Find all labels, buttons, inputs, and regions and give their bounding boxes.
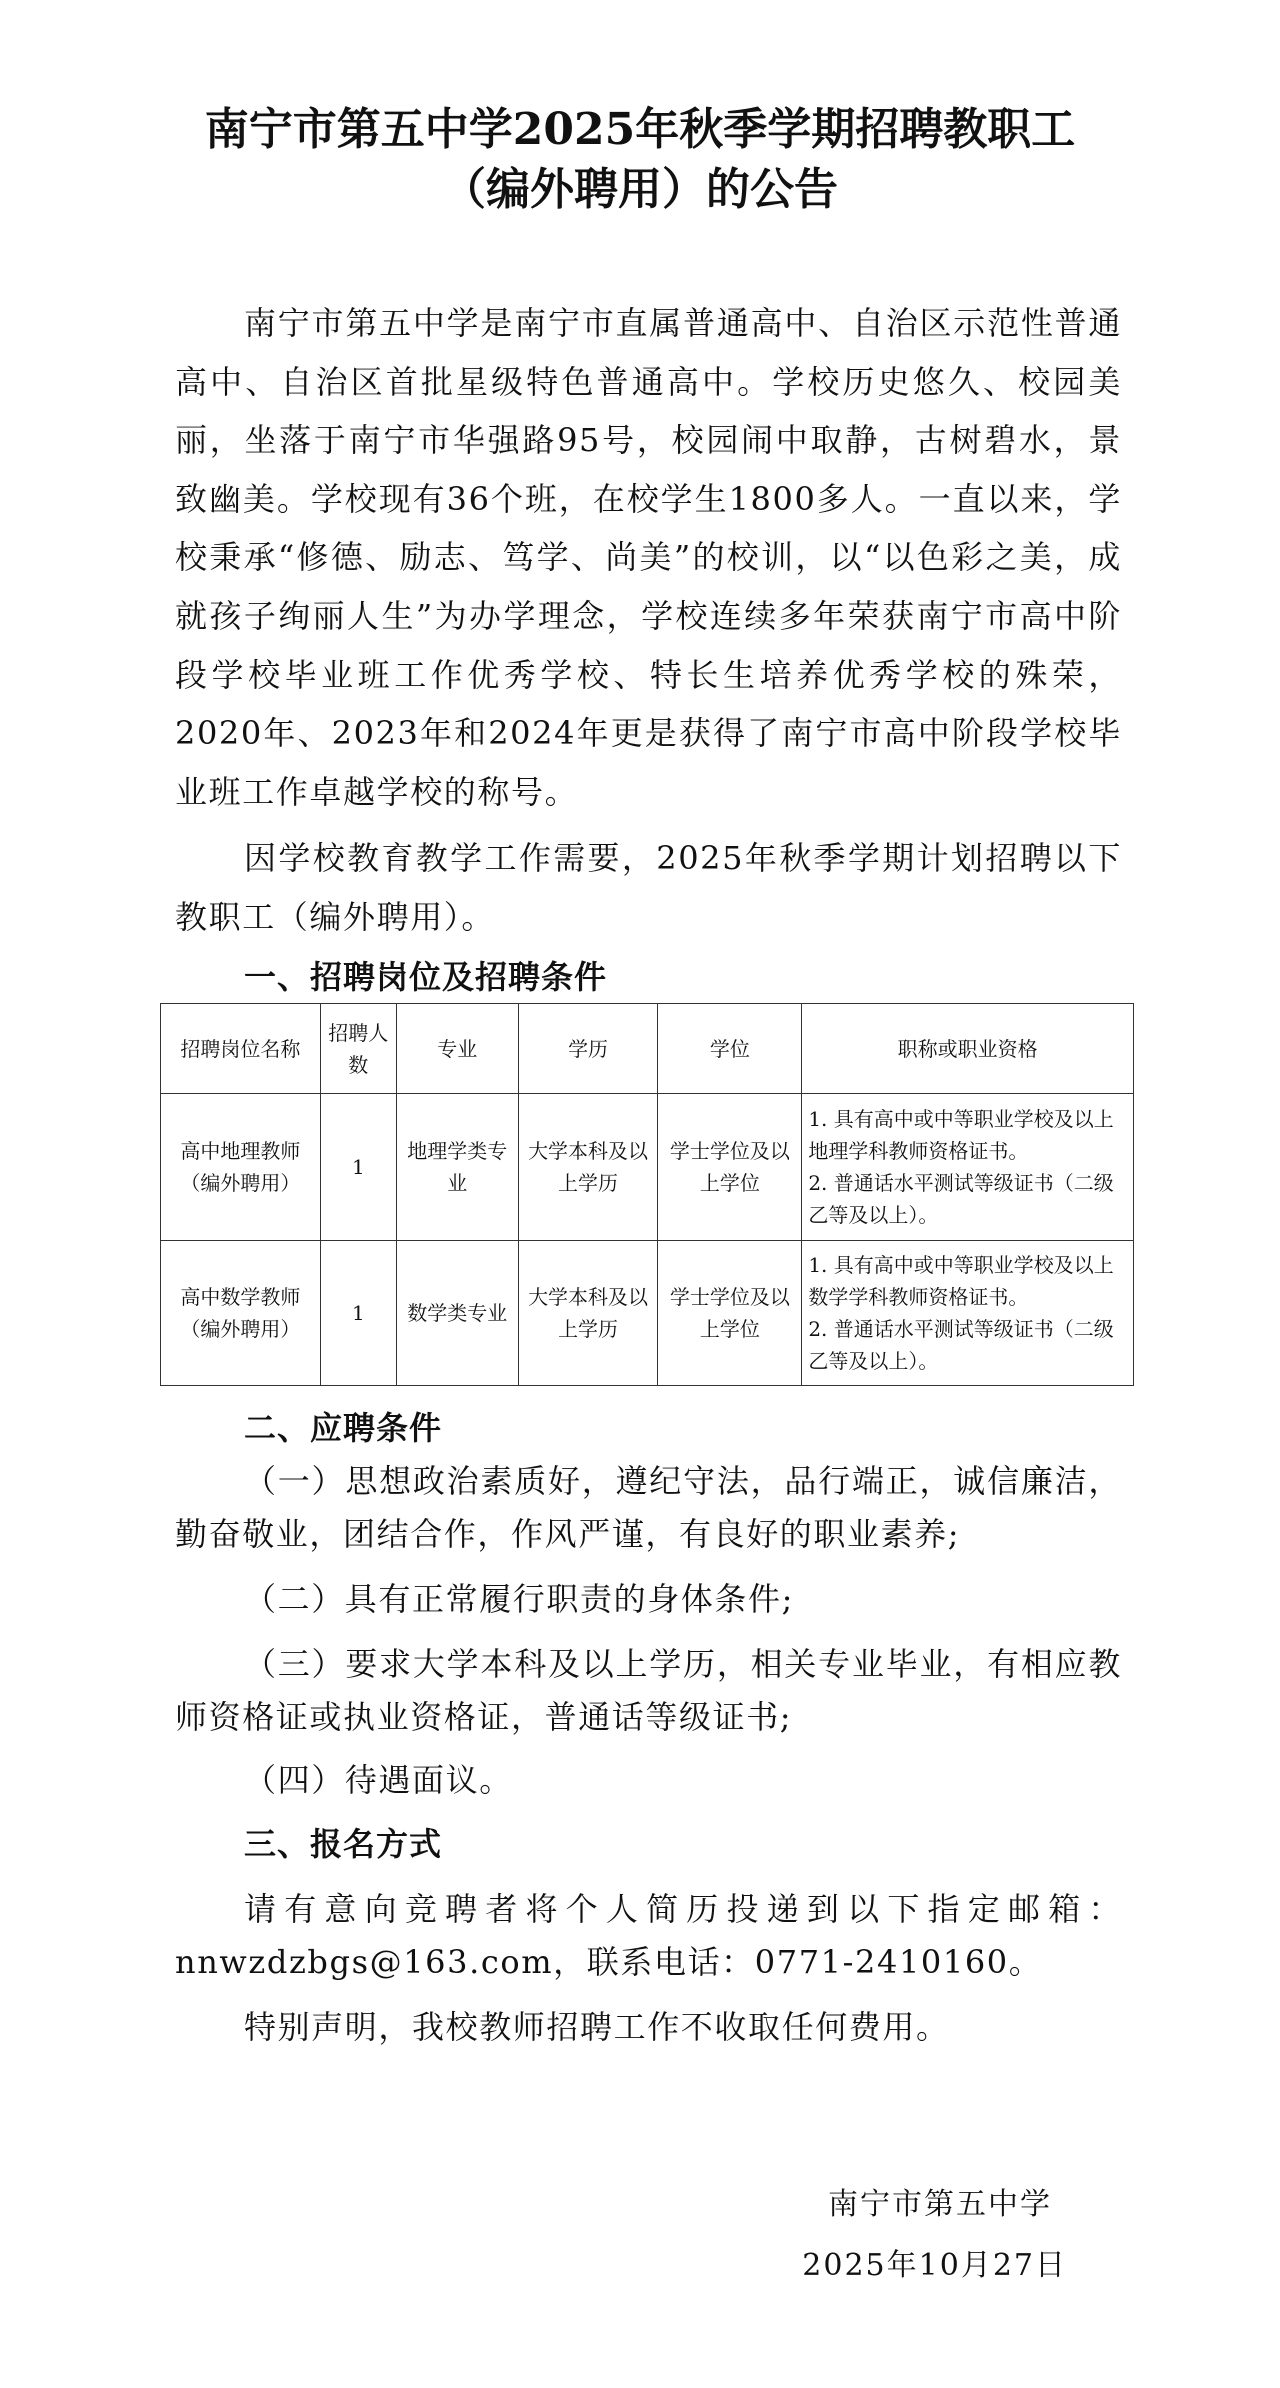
page-title-line2: （编外聘用）的公告	[442, 164, 838, 215]
qualification-item: 1. 具有高中或中等职业学校及以上地理学科教师资格证书。	[808, 1107, 1114, 1163]
cell-qualification	[802, 1094, 1134, 1241]
table-row	[161, 1241, 1134, 1386]
cell-degree: 学士学位及以上学位	[658, 1241, 802, 1386]
condition-item: （一）思想政治素质好，遵纪守法，品行端正，诚信廉洁，勤奋敬业，团结合作，作风严谨，有良好的职业素养;	[175, 1462, 1122, 1553]
signature-org: 南宁市第五中学	[828, 2187, 1052, 2222]
qualification-item: 2. 普通话水平测试等级证书（二级乙等及以上）。	[808, 1317, 1114, 1373]
cell-count: 1	[320, 1094, 396, 1241]
fee-notice: 特别声明，我校教师招聘工作不收取任何费用。	[244, 2008, 950, 2046]
plan-paragraph: 因学校教育教学工作需要，2025年秋季学期计划招聘以下教职工（编外聘用）。	[175, 839, 1122, 936]
section3-heading: 三、报名方式	[244, 1825, 443, 1863]
condition-item: （四）待遇面议。	[244, 1761, 513, 1799]
cell-position: 高中地理教师（编外聘用）	[161, 1094, 321, 1241]
cell-qualification	[802, 1241, 1134, 1386]
header-major: 专业	[396, 1004, 518, 1094]
table-row	[161, 1094, 1134, 1241]
header-education: 学历	[518, 1004, 658, 1094]
condition-item: （三）要求大学本科及以上学历，相关专业毕业，有相应教师资格证或执业资格证，普通话等级证书;	[175, 1645, 1122, 1736]
intro-paragraph: 南宁市第五中学是南宁市直属普通高中、自治区示范性普通高中、自治区首批星级特色普通高中。学校历史悠久、校园美丽，坐落于南宁市华强路95号，校园闹中取静，古树碧水，景致幽美。学校现有36个班，在校学生1800多人。一直以来，学校秉承“修德、励志、笃学、尚美”的校训，以“以色彩之美，成就孩子绚丽人生”为办学理念，学校连续多年荣获南宁市高中阶段学校毕业班工作优秀学校、特长生培养优秀学校的殊荣，2020年、2023年和2024年更是获得了南宁市高中阶段学校毕业班工作卓越学校的称号。	[175, 304, 1122, 811]
signature-date: 2025年10月27日	[802, 2248, 1067, 2283]
qualification-item: 1. 具有高中或中等职业学校及以上数学学科教师资格证书。	[808, 1253, 1114, 1309]
page-title-line1: 南宁市第五中学2025年秋季学期招聘教职工	[204, 104, 1076, 155]
cell-education: 大学本科及以上学历	[518, 1094, 658, 1241]
cell-education: 大学本科及以上学历	[518, 1241, 658, 1386]
qualification-item: 2. 普通话水平测试等级证书（二级乙等及以上）。	[808, 1171, 1114, 1227]
section2-heading: 二、应聘条件	[244, 1409, 443, 1447]
positions-table	[160, 1003, 1134, 1386]
condition-item: （二）具有正常履行职责的身体条件;	[244, 1580, 794, 1618]
header-position: 招聘岗位名称	[161, 1004, 321, 1094]
cell-major: 地理学类专业	[396, 1094, 518, 1241]
cell-major: 数学类专业	[396, 1241, 518, 1386]
cell-count: 1	[320, 1241, 396, 1386]
table-header-row	[161, 1004, 1134, 1094]
section1-heading: 一、招聘岗位及招聘条件	[244, 958, 608, 996]
header-count: 招聘人数	[320, 1004, 396, 1094]
cell-position: 高中数学教师（编外聘用）	[161, 1241, 321, 1386]
cell-degree: 学士学位及以上学位	[658, 1094, 802, 1241]
header-qualification: 职称或职业资格	[802, 1004, 1134, 1094]
application-text: 请有意向竞聘者将个人简历投递到以下指定邮箱：nnwzdzbgs@163.com，联系电话：0771-2410160。	[175, 1890, 1122, 1981]
header-degree: 学位	[658, 1004, 802, 1094]
